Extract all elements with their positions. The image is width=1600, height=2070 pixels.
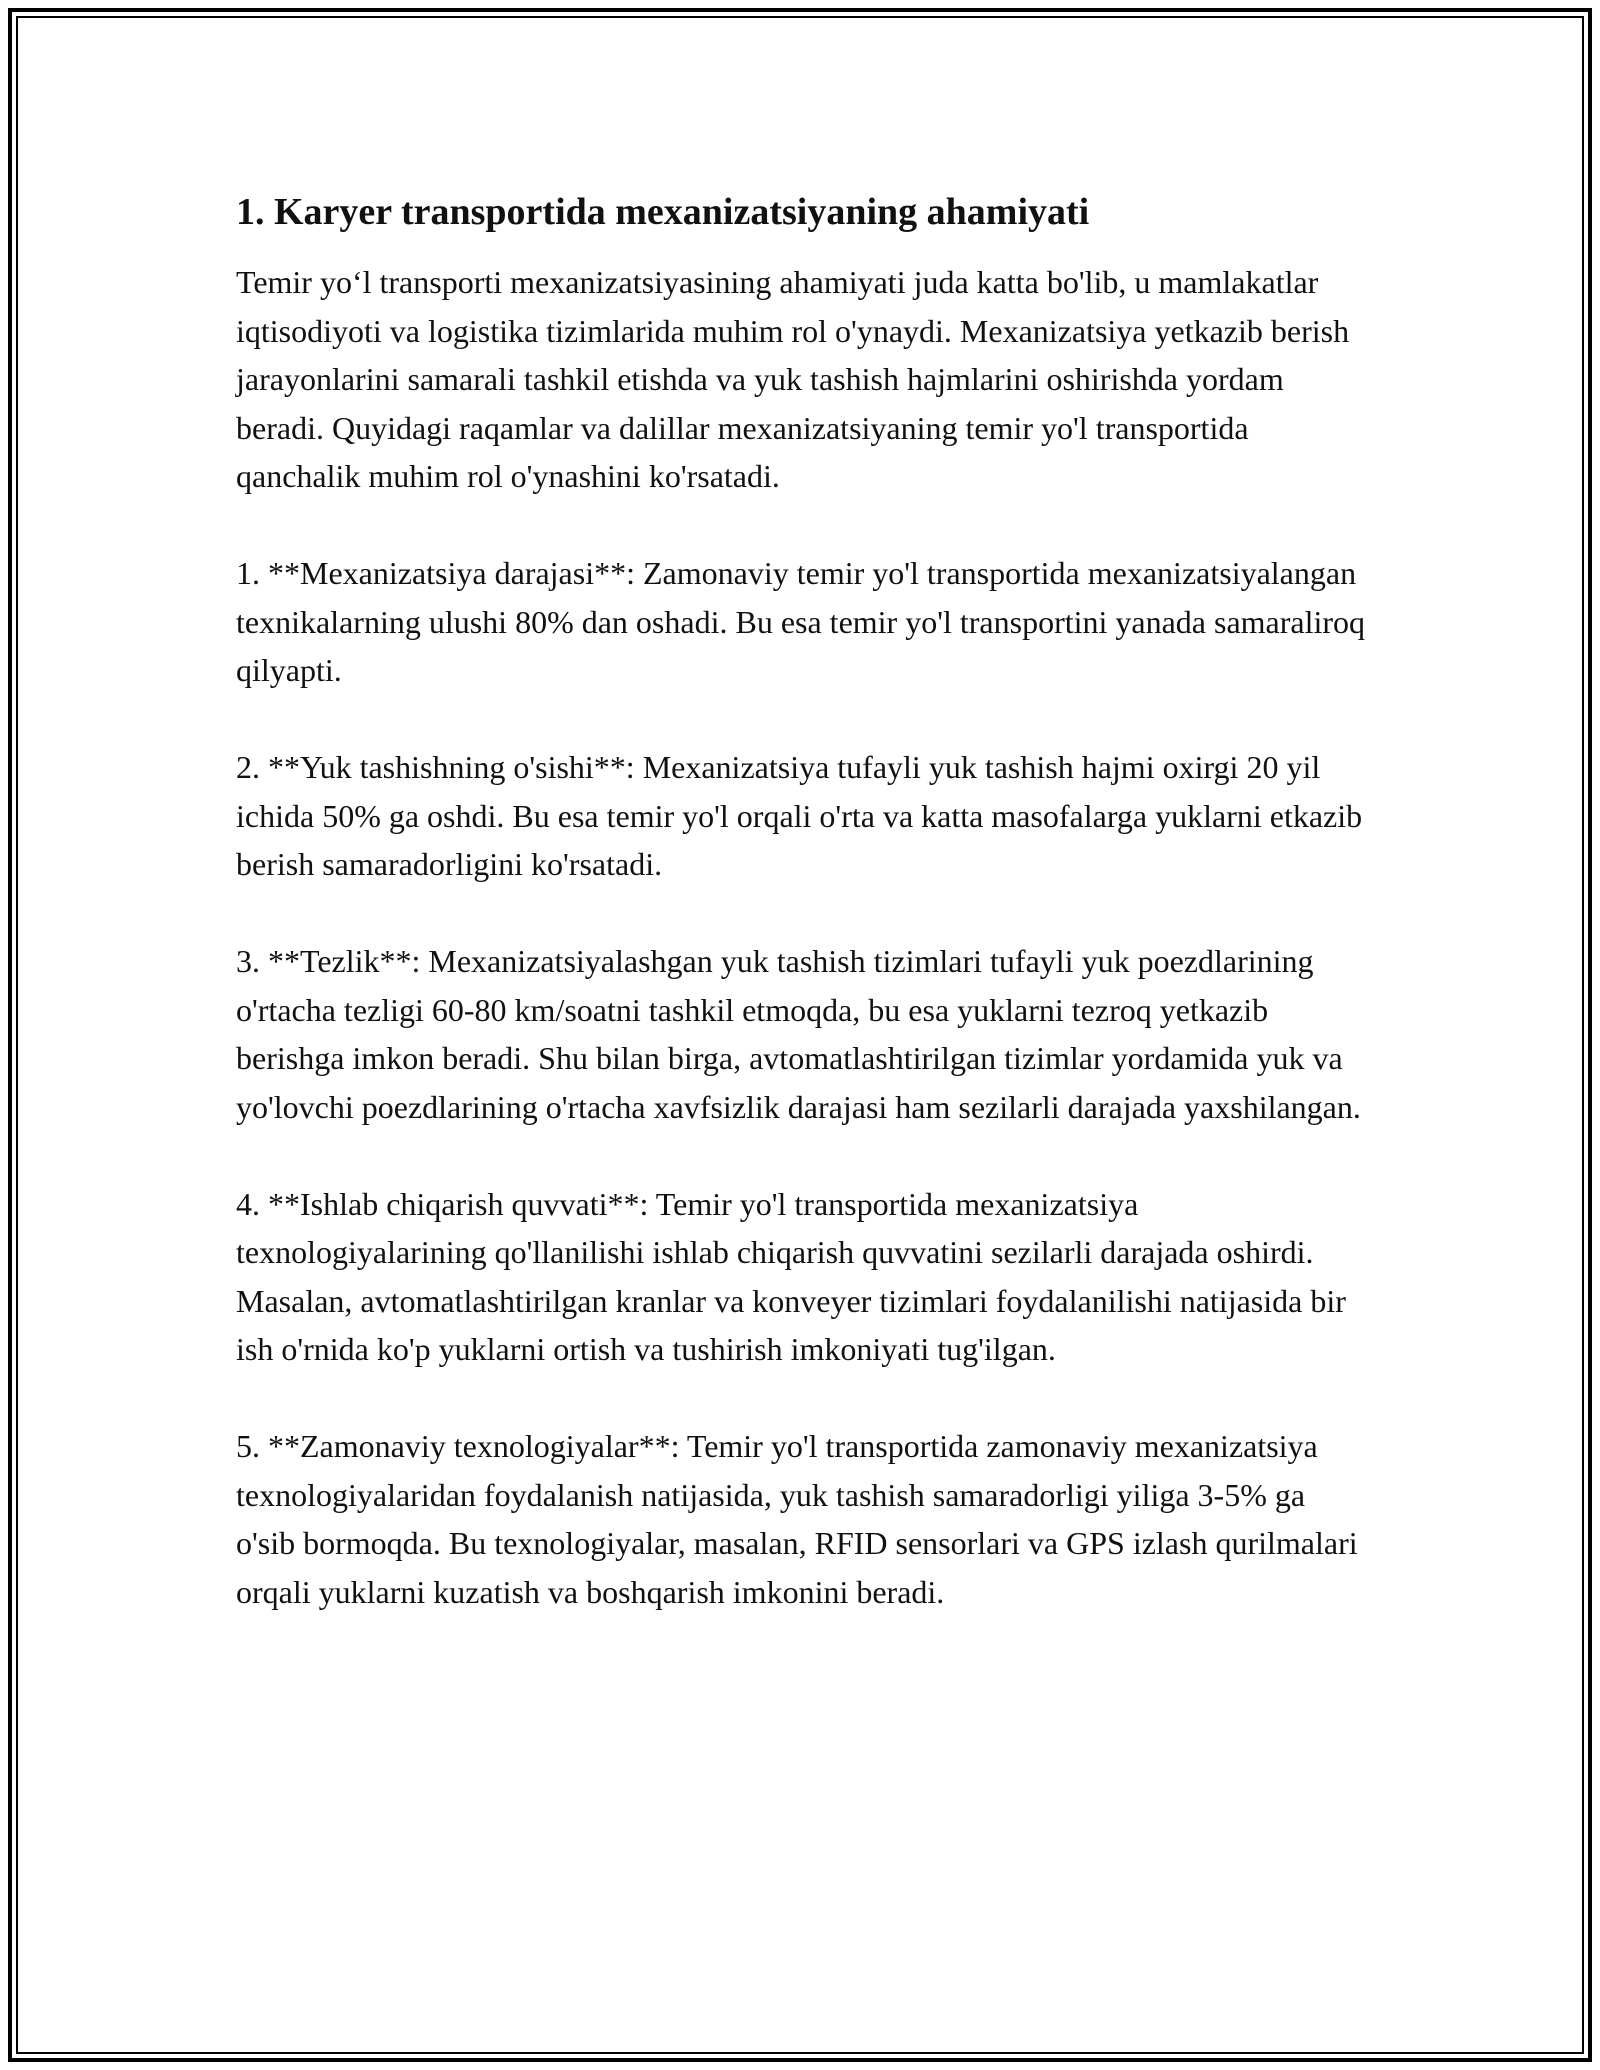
list-item-cargo-growth: 2. **Yuk tashishning o'sishi**: Mexanizatsiya tufayli yuk tashish hajmi oxirgi 20 yil ichida 50% ga oshdi. Bu esa temir yo'l orqali o'rta va katta masofalarga yuklarni etkazib berish samaradorligini ko'rsatadi. <box>236 749 1363 882</box>
intro-paragraph: Temir yo‘l transporti mexanizatsiyasining ahamiyati juda katta bo'lib, u mamlakatlar iqtisodiyoti va logistika tizimlarida muhim rol o'ynaydi. Mexanizatsiya yetkazib berish jarayonlarini samarali tashkil etishda va yuk tashish hajmlarini oshirishda yordam beradi. Quyidagi raqamlar va dalillar mexanizatsiyaning temir yo'l transportida qanchalik muhim rol o'ynashini ko'rsatadi. <box>236 264 1350 494</box>
list-item-production-capacity: 4. **Ishlab chiqarish quvvati**: Temir yo'l transportida mexanizatsiya texnologiyalarining qo'llanilishi ishlab chiqarish quvvatini sezilarli darajada oshirdi. Masalan, avtomatlashtirilgan kranlar va konveyer tizimlari foydalanilishi natijasida bir ish o'rnida ko'p yuklarni ortish va tushirish imkoniyati tug'ilgan. <box>236 1185 1346 1367</box>
document-body <box>236 186 1366 1665</box>
list-item-speed: 3. **Tezlik**: Mexanizatsiyalashgan yuk tashish tizimlari tufayli yuk poezdlarining o'rtacha tezligi 60-80 km/soatni tashkil etmoqda, bu esa yuklarni tezroq yetkazib berishga imkon beradi. Shu bilan birga, avtomatlashtirilgan tizimlar yordamida yuk va yo'lovchi poezdlarining o'rtacha xavfsizlik darajasi ham sezilarli darajada yaxshilangan. <box>236 943 1361 1125</box>
section-title: 1. Karyer transportida mexanizatsiyaning ahamiyati <box>236 191 1090 233</box>
list-item-modern-technologies: 5. **Zamonaviy texnologiyalar**: Temir yo'l transportida zamonaviy mexanizatsiya texnologiyalaridan foydalanish natijasida, yuk tashish samaradorligi yiliga 3-5% ga o'sib bormoqda. Bu texnologiyalar, masalan, RFID sensorlari va GPS izlash qurilmalari orqali yuklarni kuzatish va boshqarish imkonini beradi. <box>236 1428 1358 1610</box>
list-item-mechanization-level: 1. **Mexanizatsiya darajasi**: Zamonaviy temir yo'l transportida mexanizatsiyalangan texnikalarning ulushi 80% dan oshadi. Bu esa temir yo'l transportini yanada samaraliroq qilyapti. <box>236 555 1366 688</box>
